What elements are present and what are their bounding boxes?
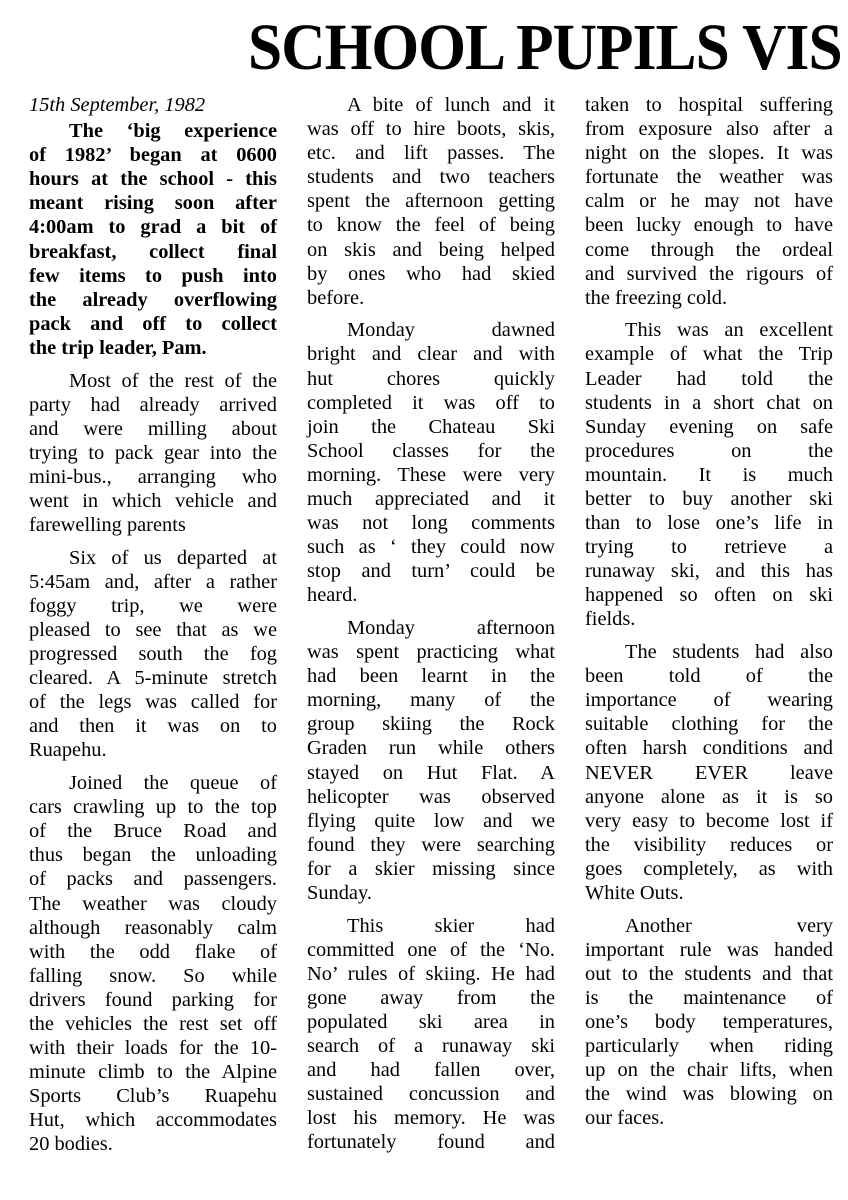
text-line: very easy to become lost if xyxy=(585,809,833,832)
text-line: and had fallen over, xyxy=(307,1059,555,1082)
text-line: party had already arrived xyxy=(29,393,277,416)
dateline: 15th September, 1982 xyxy=(29,94,206,116)
text-line: Sunday evening on safe xyxy=(585,415,833,438)
text-line: pack and off to collect xyxy=(29,312,277,335)
body-paragraph xyxy=(585,640,833,905)
text-line: thus began the unloading xyxy=(29,844,277,867)
text-line: with their loads for the 10- xyxy=(29,1037,277,1060)
text-line: of 1982’ began at 0600 xyxy=(29,144,277,167)
text-line: helicopter was observed xyxy=(307,785,555,808)
column-2 xyxy=(307,93,555,1163)
text-line: sustained concussion and xyxy=(307,1083,555,1106)
text-line: is the maintenance of xyxy=(585,986,833,1009)
text-line: Leader had told the xyxy=(585,367,833,390)
lead-paragraph xyxy=(29,119,277,360)
text-line: procedures on the xyxy=(585,439,833,462)
text-line: NEVER EVER leave xyxy=(585,761,833,784)
text-line: anyone alone as it is so xyxy=(585,785,833,808)
text-line: for a skier missing since xyxy=(307,857,555,880)
text-line: School classes for the xyxy=(307,439,555,462)
text-line: cars crawling up to the top xyxy=(29,796,277,819)
text-line: mountain. It is much xyxy=(585,463,833,486)
text-line: to know the feel of being xyxy=(307,214,555,237)
text-line: The ‘big experience xyxy=(69,120,277,143)
text-line: minute climb to the Alpine xyxy=(29,1061,277,1084)
text-line: night on the slopes. It was xyxy=(585,142,833,165)
column-1 xyxy=(29,93,277,1165)
text-line: flying quite low and we xyxy=(307,809,555,832)
text-line: join the Chateau Ski xyxy=(307,415,555,438)
text-line: happened so often on ski xyxy=(585,584,833,607)
body-paragraph xyxy=(29,546,277,763)
text-line: the already overflowing xyxy=(29,288,277,311)
text-line: cleared. A 5-minute stretch xyxy=(29,667,277,690)
text-line: 20 bodies. xyxy=(29,1133,113,1156)
text-line: This skier had xyxy=(347,914,555,937)
text-line: our faces. xyxy=(585,1107,665,1130)
body-paragraph xyxy=(307,616,555,905)
body-paragraph xyxy=(585,318,833,631)
text-line: Another very xyxy=(625,914,833,937)
text-line: the visibility reduces or xyxy=(585,833,833,856)
text-line: 5:45am and, after a rather xyxy=(29,570,277,593)
text-line: such as ‘ they could now xyxy=(307,536,555,559)
text-line: taken to hospital suffering xyxy=(585,94,833,116)
text-line: drivers found parking for xyxy=(29,988,277,1011)
body-paragraph xyxy=(29,369,277,538)
text-line: students in a short chat on xyxy=(585,391,833,414)
body-paragraph xyxy=(585,914,833,1131)
text-line: spent the afternoon getting xyxy=(307,190,555,213)
text-line: the trip leader, Pam. xyxy=(29,336,207,359)
text-line: been lucky enough to have xyxy=(585,214,833,237)
text-line: suitable clothing for the xyxy=(585,713,833,736)
text-line: much appreciated and it xyxy=(307,488,555,510)
text-line: the freezing cold. xyxy=(585,286,728,309)
text-line: Six of us departed at xyxy=(69,546,277,569)
text-line: fields. xyxy=(585,608,636,631)
text-line: goes completely, as with xyxy=(585,857,833,880)
text-line: students and two teachers xyxy=(307,166,555,189)
text-line: of the legs was called for xyxy=(29,691,277,714)
text-line: trying to pack gear into the xyxy=(29,441,277,464)
text-line: group skiing the Rock xyxy=(307,713,555,736)
text-line: from exposure also after a xyxy=(585,118,833,141)
text-line: Graden run while others xyxy=(307,737,555,760)
text-line: of packs and passengers. xyxy=(29,868,277,891)
text-line: better to buy another ski xyxy=(585,488,833,510)
text-line: The weather was cloudy xyxy=(29,892,277,915)
text-line: completed it was off to xyxy=(307,391,555,414)
text-line: etc. and lift passes. The xyxy=(307,142,555,165)
text-line: and survived the rigours of xyxy=(585,262,833,285)
text-line: by ones who had skied xyxy=(307,262,555,285)
text-line: committed one of the ‘No. xyxy=(307,938,555,961)
text-line: one’s body temperatures, xyxy=(585,1010,833,1033)
text-line: particularly when riding xyxy=(585,1035,833,1058)
text-line: come through the ordeal xyxy=(585,238,833,261)
text-line: on skis and being helped xyxy=(307,238,555,261)
text-line: found they were searching xyxy=(307,833,555,856)
text-line: with the odd flake of xyxy=(29,940,277,963)
text-line: farewelling parents xyxy=(29,514,186,537)
text-line: although reasonably calm xyxy=(29,916,277,939)
text-line: important rule was handed xyxy=(585,938,833,961)
text-line: before. xyxy=(307,286,365,309)
text-line: hut chores quickly xyxy=(307,367,555,390)
text-line: The students had also xyxy=(625,641,833,664)
text-line: had been learnt in the xyxy=(307,665,555,688)
text-line: falling snow. So while xyxy=(29,964,277,987)
text-line: of the Bruce Road and xyxy=(29,820,277,843)
text-line: was off to hire boots, skis, xyxy=(307,118,555,141)
text-line: gone away from the xyxy=(307,986,555,1009)
text-line: stayed on Hut Flat. A xyxy=(307,761,555,784)
text-line: A bite of lunch and it xyxy=(347,94,555,116)
text-line: Hut, which accommodates xyxy=(29,1109,277,1132)
text-line: was not long comments xyxy=(307,512,555,535)
text-line: few items to push into xyxy=(29,264,277,287)
text-line: than to lose one’s life in xyxy=(585,512,833,535)
text-line: foggy trip, we were xyxy=(29,594,277,617)
text-line: Sports Club’s Ruapehu xyxy=(29,1085,277,1108)
text-line: lost his memory. He was xyxy=(307,1107,555,1130)
text-line: runaway ski, and this has xyxy=(585,560,833,583)
text-line: This was an excellent xyxy=(625,319,833,342)
text-line: White Outs. xyxy=(585,882,684,904)
body-paragraph xyxy=(307,318,555,607)
text-line: Monday dawned xyxy=(347,319,555,342)
text-line: pleased to see that as we xyxy=(29,618,277,641)
text-line: and were milling about xyxy=(29,417,277,440)
text-line: Sunday. xyxy=(307,882,372,904)
text-line: 4:00am to grad a bit of xyxy=(29,216,277,239)
text-line: morning. These were very xyxy=(307,463,555,486)
text-line: the vehicles the rest set off xyxy=(29,1012,277,1035)
text-line: mini-bus., arranging who xyxy=(29,465,277,488)
text-line: populated ski area in xyxy=(307,1010,555,1033)
text-line: went in which vehicle and xyxy=(29,490,277,512)
text-line: fortunately found and xyxy=(307,1131,555,1154)
text-line: Joined the queue of xyxy=(69,772,277,795)
text-line: Ruapehu. xyxy=(29,739,107,762)
text-line: importance of wearing xyxy=(585,689,833,712)
text-line: the wind was blowing on xyxy=(585,1083,833,1106)
text-line: progressed south the fog xyxy=(29,643,277,666)
text-line: and then it was on to xyxy=(29,715,277,738)
body-paragraph xyxy=(307,914,555,1155)
text-line: up on the chair lifts, when xyxy=(585,1059,833,1082)
headline: SCHOOL PUPILS VIS xyxy=(248,11,842,84)
body-paragraph xyxy=(29,771,277,1157)
text-line: been told of the xyxy=(585,665,833,688)
text-line: stop and turn’ could be xyxy=(307,560,555,583)
text-line: Most of the rest of the xyxy=(69,369,277,392)
body-paragraph xyxy=(585,93,833,310)
column-3 xyxy=(585,93,833,1139)
text-line: was spent practicing what xyxy=(307,641,555,664)
text-line: breakfast, collect final xyxy=(29,240,277,263)
text-line: often harsh conditions and xyxy=(585,737,833,760)
text-line: search of a runaway ski xyxy=(307,1035,555,1058)
text-line: bright and clear and with xyxy=(307,343,555,366)
text-line: hours at the school - this xyxy=(29,168,277,191)
body-paragraph xyxy=(307,93,555,310)
text-line: meant rising soon after xyxy=(29,192,277,215)
text-line: out to the students and that xyxy=(585,962,833,985)
text-line: calm or he may not have xyxy=(585,190,833,213)
text-line: No’ rules of skiing. He had xyxy=(307,962,555,985)
text-line: example of what the Trip xyxy=(585,343,833,366)
text-line: trying to retrieve a xyxy=(585,536,833,559)
text-line: fortunate the weather was xyxy=(585,166,833,189)
text-line: morning, many of the xyxy=(307,689,555,712)
text-line: Monday afternoon xyxy=(347,616,555,639)
text-line: heard. xyxy=(307,584,358,607)
